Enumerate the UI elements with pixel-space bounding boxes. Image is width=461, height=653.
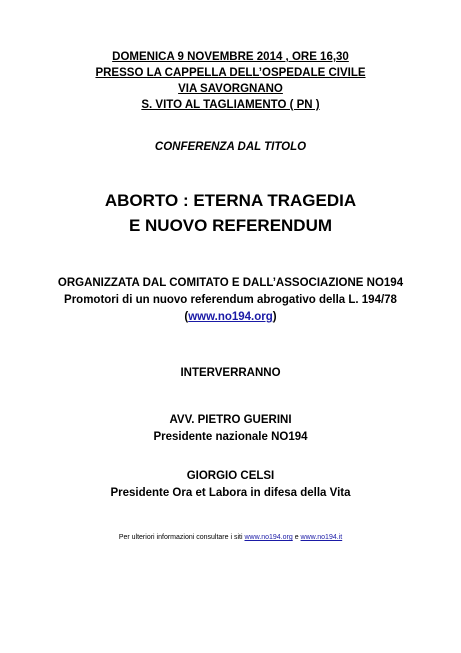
speaker-role: Presidente nazionale NO194 — [153, 431, 308, 443]
conference-title-line1: ABORTO : ETERNA TRAGEDIA — [104, 191, 357, 210]
footer-link-it[interactable]: www.no194.it — [300, 534, 343, 541]
event-street: VIA SAVORGNANO — [178, 83, 283, 95]
speaker-name: AVV. PIETRO GUERINI — [169, 414, 292, 426]
close-paren: ) — [272, 311, 277, 323]
event-venue: PRESSO LA CAPPELLA DELL’OSPEDALE CIVILE — [95, 67, 366, 79]
organizers-line: ORGANIZZATA DAL COMITATO E DALL’ASSOCIAZIONE NO194 — [57, 277, 404, 289]
speaker-name: GIORGIO CELSI — [186, 470, 275, 482]
footer-text: Per ulteriori informazioni consultare i siti — [118, 534, 245, 541]
event-city: S. VITO AL TAGLIAMENTO ( PN ) — [141, 99, 320, 111]
website-line — [0, 310, 461, 324]
open-paren: ( — [184, 311, 189, 323]
conference-title-line2: E NUOVO REFERENDUM — [128, 216, 333, 235]
website-link[interactable]: www.no194.org — [188, 311, 273, 323]
speaker-role: Presidente Ora et Labora in difesa della Vita — [110, 487, 351, 499]
event-date-time: DOMENICA 9 NOVEMBRE 2014 , ORE 16,30 — [112, 51, 349, 63]
footer-link-org[interactable]: www.no194.org — [244, 534, 293, 541]
speakers-heading: INTERVERRANNO — [180, 367, 281, 379]
footer-info — [0, 533, 461, 542]
promoters-line: Promotori di un nuovo referendum abrogativo della L. 194/78 — [64, 294, 397, 306]
conference-subtitle: CONFERENZA DAL TITOLO — [154, 141, 307, 153]
footer-conj: e — [292, 534, 301, 541]
